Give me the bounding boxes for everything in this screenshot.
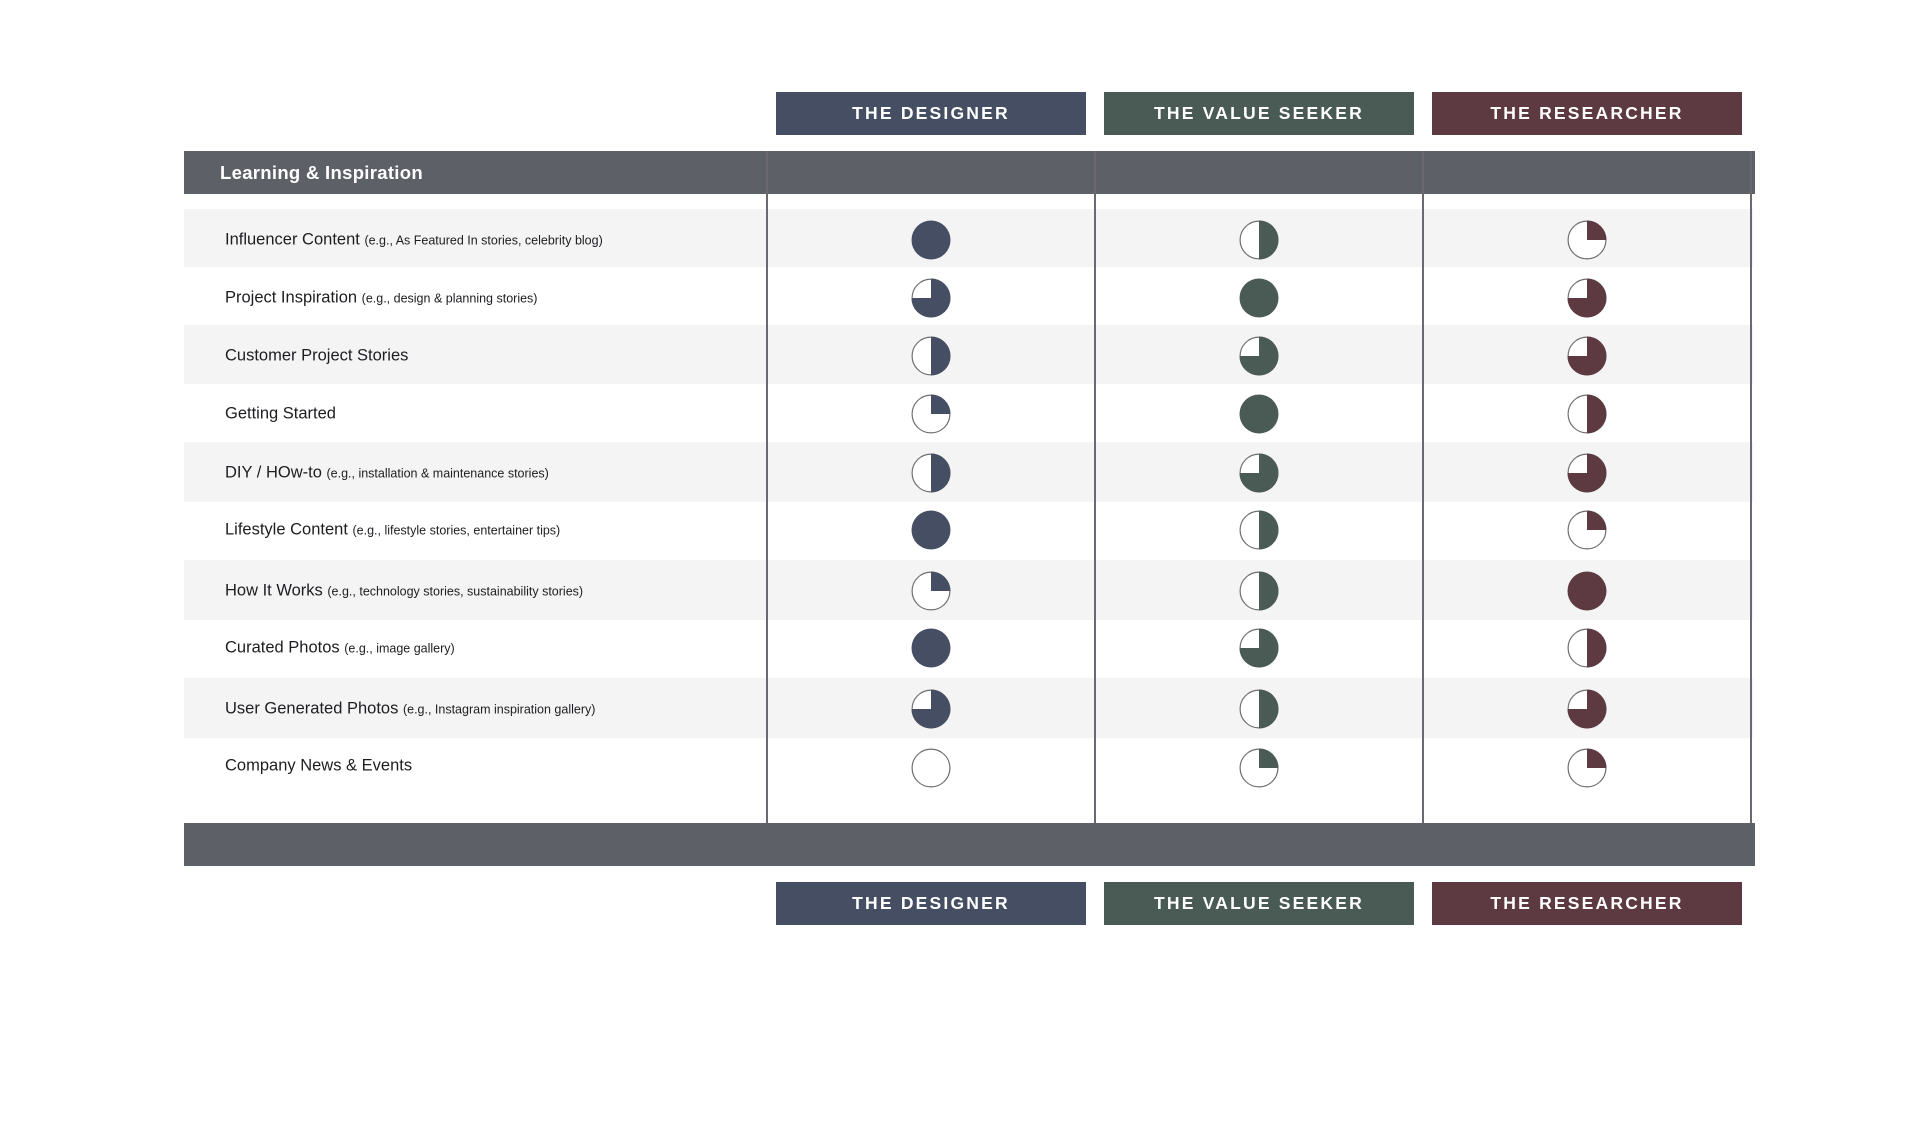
harvey-ball — [1240, 395, 1279, 434]
row-label: Influencer Content (e.g., As Featured In stories, celebrity blog) — [225, 230, 603, 249]
harvey-ball — [1240, 511, 1278, 550]
harvey-ball — [1568, 690, 1607, 729]
harvey-ball — [1240, 629, 1279, 668]
harvey-ball — [1568, 629, 1606, 668]
harvey-ball — [1568, 454, 1607, 493]
row-label: Getting Started — [225, 404, 336, 423]
harvey-ball — [1240, 749, 1278, 787]
harvey-ball — [912, 572, 950, 610]
header-designer-bottom: THE DESIGNER — [776, 882, 1086, 925]
harvey-ball — [912, 749, 950, 787]
harvey-ball — [1240, 279, 1279, 318]
harvey-ball — [1240, 572, 1278, 611]
header-researcher-bottom: THE RESEARCHER — [1432, 882, 1742, 925]
harvey-ball — [1240, 221, 1278, 260]
harvey-ball — [912, 511, 951, 550]
harvey-ball — [1240, 337, 1279, 376]
row-label: Project Inspiration (e.g., design & planning stories) — [225, 288, 538, 307]
row-label: User Generated Photos (e.g., Instagram inspiration gallery) — [225, 699, 596, 718]
row-label: Company News & Events — [225, 756, 413, 775]
harvey-ball — [1568, 279, 1607, 318]
harvey-ball — [912, 454, 950, 493]
row-label: DIY / HOw-to (e.g., installation & maintenance stories) — [225, 463, 549, 482]
row-label: Lifestyle Content (e.g., lifestyle stories, entertainer tips) — [225, 520, 561, 539]
harvey-ball — [1568, 749, 1606, 787]
harvey-ball — [912, 221, 951, 260]
harvey-ball — [912, 690, 951, 729]
row-label: Curated Photos (e.g., image gallery) — [225, 638, 455, 657]
row-label: How It Works (e.g., technology stories, sustainability stories) — [225, 581, 584, 600]
harvey-ball — [912, 279, 951, 318]
row-label: Customer Project Stories — [225, 346, 409, 365]
harvey-ball — [1568, 395, 1606, 434]
harvey-ball — [912, 629, 951, 668]
header-value-seeker-bottom: THE VALUE SEEKER — [1104, 882, 1414, 925]
harvey-ball — [1568, 572, 1607, 611]
harvey-ball — [1568, 337, 1607, 376]
header-value-seeker-top: THE VALUE SEEKER — [1104, 92, 1414, 135]
harvey-ball — [1240, 690, 1278, 729]
harvey-ball — [1568, 511, 1606, 549]
header-researcher-top: THE RESEARCHER — [1432, 92, 1742, 135]
footer-band — [184, 823, 1755, 866]
section-title: Learning & Inspiration — [220, 162, 423, 183]
harvey-ball — [912, 337, 950, 376]
harvey-ball — [912, 395, 950, 433]
harvey-ball — [1568, 221, 1606, 259]
harvey-ball — [1240, 454, 1279, 493]
header-designer-top: THE DESIGNER — [776, 92, 1086, 135]
